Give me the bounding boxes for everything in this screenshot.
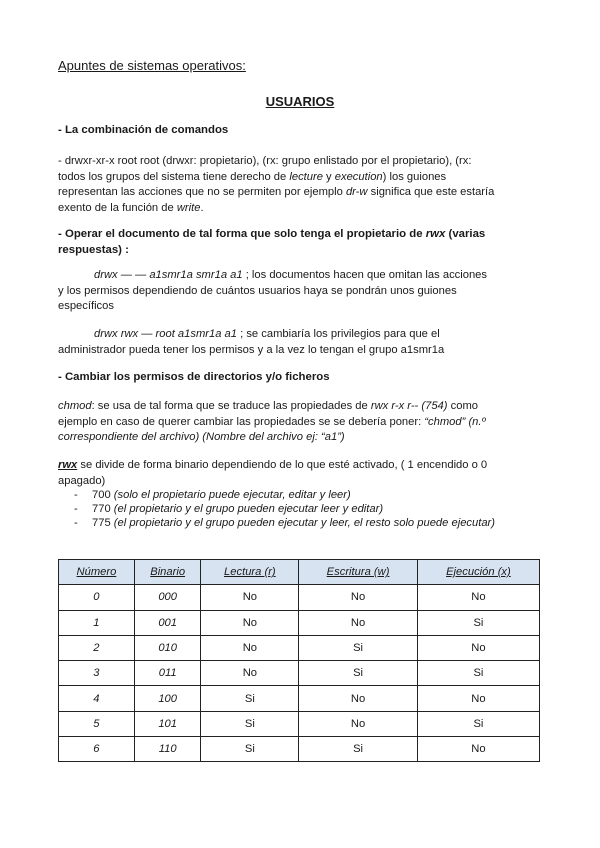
cell-binario: 110 [134,737,201,762]
table-row [59,737,540,762]
cell-escritura: No [299,711,418,736]
line: y los permisos dependiendo de cuántos usuarios haya se pondrán unos guiones [58,284,457,297]
column-header-ejecucion: Ejecución (x) [417,560,539,585]
section-heading-operar: - Operar el documento de tal forma que solo tenga el propietario de rwx (varias respuestas) : [58,228,486,256]
cell-ejecucion: No [417,737,539,762]
cell-ejecucion: No [417,686,539,711]
cell-lectura: Si [201,711,299,736]
command-example: drwx — — a1smr1a smr1a a1 [94,269,243,281]
cell-numero: 3 [59,661,135,686]
command-example: drwx rwx — root a1smr1a a1 [94,328,237,340]
cell-lectura: No [201,661,299,686]
paragraph-chmod [58,399,558,446]
table-row [59,661,540,686]
line: ejemplo en caso de querer cambiar las propiedades se se debería poner: “chmod” (n.º [58,415,486,428]
table-row [59,711,540,736]
cell-numero: 1 [59,610,135,635]
table-header-row [59,560,540,585]
list-item: - 775 (el propietario y el grupo pueden ejecutar y leer, el resto solo puede ejecutar) [74,517,496,529]
permissions-table [58,559,540,762]
table-row [59,610,540,635]
line: representan las acciones que no se permiten por ejemplo dr-w significa que este estaría [58,186,495,198]
cell-escritura: No [299,686,418,711]
cell-binario: 100 [134,686,201,711]
cell-numero: 6 [59,737,135,762]
cell-lectura: No [201,635,299,660]
paragraph-operar-1 [58,268,558,315]
column-header-numero: Número [59,560,135,585]
line: - drwxr-xr-x root root (drwxr: propietario), (rx: grupo enlistado por el propietario), (rx: [58,155,472,167]
permission-examples-list [58,488,558,530]
line: drwx — — a1smr1a smr1a a1 ; los documentos hacen que omitan las acciones [94,269,487,281]
section-heading-cambiar: - Cambiar los permisos de directorios y/o ficheros [58,371,330,383]
cell-lectura: Si [201,737,299,762]
cell-ejecucion: Si [417,610,539,635]
table-row [59,686,540,711]
line: apagado) [58,474,106,487]
cell-escritura: No [299,610,418,635]
cell-binario: 101 [134,711,201,736]
column-header-binario: Binario [134,560,201,585]
line: exento de la función de write. [58,201,204,214]
cell-lectura: No [201,610,299,635]
paragraph-rwx [58,458,558,489]
cell-escritura: Si [299,737,418,762]
document-title: Apuntes de sistemas operativos: [58,58,246,73]
cell-numero: 4 [59,686,135,711]
cell-lectura: No [201,585,299,610]
cell-binario: 001 [134,610,201,635]
line: rwx se divide de forma binario dependiendo de lo que esté activado, ( 1 encendido o 0 [58,459,488,471]
line: específicos [58,300,114,312]
table-row [59,635,540,660]
column-header-escritura: Escritura (w) [299,560,418,585]
table-row [59,585,540,610]
cell-numero: 5 [59,711,135,736]
cell-binario: 011 [134,661,201,686]
cell-numero: 0 [59,585,135,610]
cell-escritura: Si [299,661,418,686]
list-item: - 700 (solo el propietario puede ejecutar, editar y leer) [74,489,351,501]
section-heading-combinacion: - La combinación de comandos [58,124,229,136]
line: administrador pueda tener los permisos y a la vez lo tengan el grupo a1smr1a [58,343,445,356]
cell-lectura: Si [201,686,299,711]
cell-escritura: Si [299,635,418,660]
cell-ejecucion: Si [417,711,539,736]
list-item: - 770 (el propietario y el grupo pueden ejecutar leer y editar) [74,503,384,515]
main-heading: USUARIOS [265,94,335,109]
paragraph-operar-2 [58,327,558,358]
cell-ejecucion: No [417,635,539,660]
paragraph-combinacion [58,154,558,216]
cell-numero: 2 [59,635,135,660]
cell-escritura: No [299,585,418,610]
line: todos los grupos del sistema tiene derecho de lecture y execution) los guiones [58,170,447,183]
line: correspondiente del archivo) (Nombre del archivo ej: “a1”) [58,431,345,443]
cell-ejecucion: No [417,585,539,610]
cell-binario: 000 [134,585,201,610]
column-header-lectura: Lectura (r) [201,560,299,585]
cell-ejecucion: Si [417,661,539,686]
rwx-term: rwx [58,459,78,471]
cell-binario: 010 [134,635,201,660]
line: drwx rwx — root a1smr1a a1 ; se cambiaría los privilegios para que el [94,328,440,340]
line: chmod: se usa de tal forma que se traduce las propiedades de rwx r-x r-- (754) como [58,400,478,412]
